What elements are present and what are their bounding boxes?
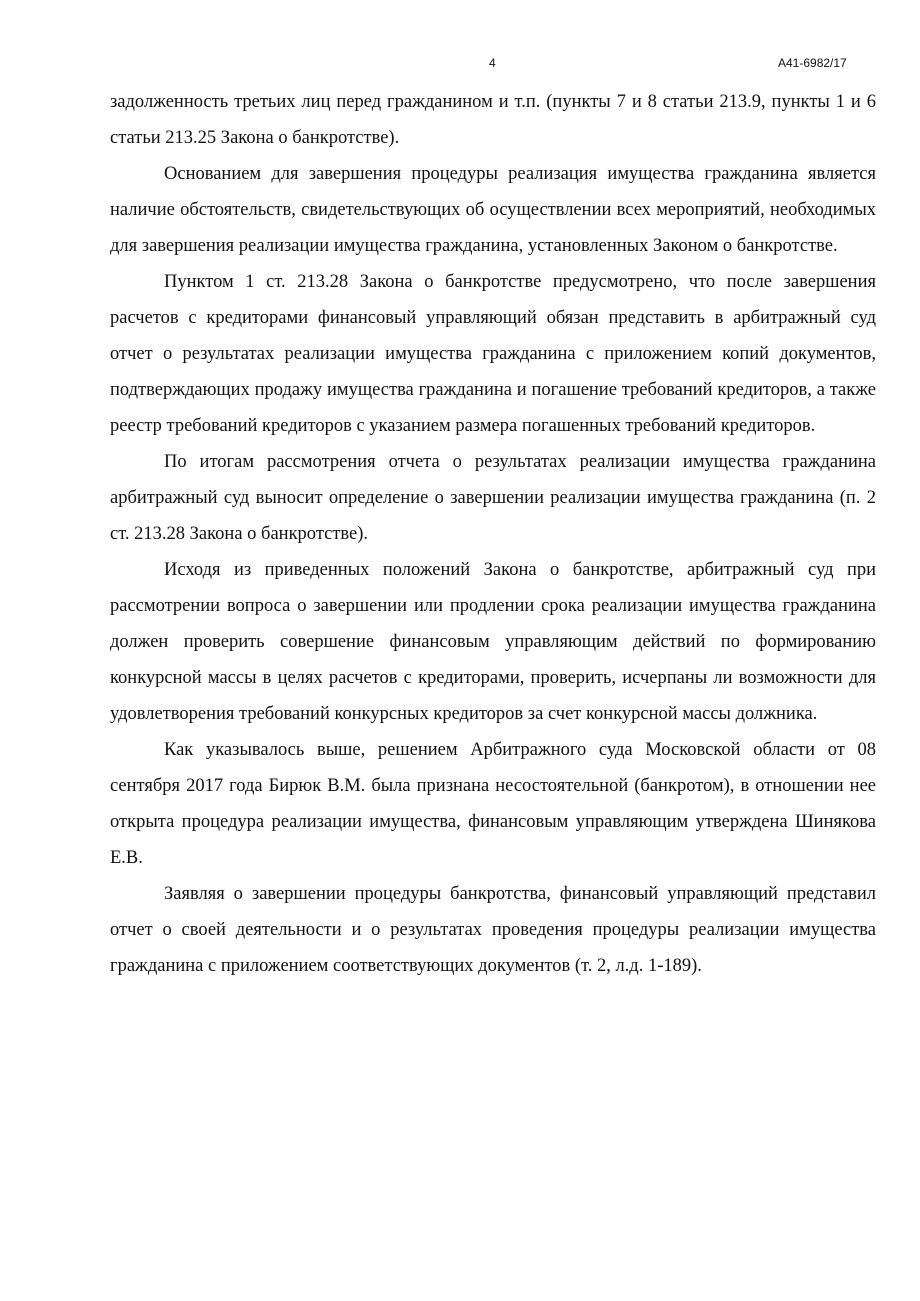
case-number: А41-6982/17	[778, 56, 847, 70]
paragraph: Пунктом 1 ст. 213.28 Закона о банкротстве предусмотрено, что после завершения расчетов с кредиторами финансовый управляющий обязан представить в арбитражный суд отчет о результатах реализации имущества гражданина с приложением копий документов, подтверждающих продажу имущества гражданина и погашение требований кредиторов, а также реестр требований кредиторов с указанием размера погашенных требований кредиторов.	[110, 272, 876, 436]
page-number: 4	[489, 56, 496, 70]
paragraph-continuation: задолженность третьих лиц перед гражданином и т.п. (пункты 7 и 8 статьи 213.9, пункты 1 и 6 статьи 213.25 Закона о банкротстве).	[110, 92, 876, 148]
paragraph: По итогам рассмотрения отчета о результатах реализации имущества гражданина арбитражный суд выносит определение о завершении реализации имущества гражданина (п. 2 ст. 213.28 Закона о банкротстве).	[110, 452, 876, 544]
paragraph: Как указывалось выше, решением Арбитражного суда Московской области от 08 сентября 2017 года Бирюк В.М. была признана несостоятельной (банкротом), в отношении нее открыта процедура реализации имущества, финансовым управляющим утверждена Шинякова Е.В.	[110, 740, 876, 868]
paragraph: Заявляя о завершении процедуры банкротства, финансовый управляющий представил отчет о своей деятельности и о результатах проведения процедуры реализации имущества гражданина с приложением соответствующих документов (т. 2, л.д. 1-189).	[110, 884, 876, 976]
document-body	[110, 84, 876, 984]
paragraph: Основанием для завершения процедуры реализация имущества гражданина является наличие обстоятельств, свидетельствующих об осуществлении всех мероприятий, необходимых для завершения реализации имущества гражданина, установленных Законом о банкротстве.	[110, 164, 876, 256]
paragraph: Исходя из приведенных положений Закона о банкротстве, арбитражный суд при рассмотрении вопроса о завершении или продлении срока реализации имущества гражданина должен проверить совершение финансовым управляющим действий по формированию конкурсной массы в целях расчетов с кредиторами, проверить, исчерпаны ли возможности для удовлетворения требований конкурсных кредиторов за счет конкурсной массы должника.	[110, 560, 876, 724]
